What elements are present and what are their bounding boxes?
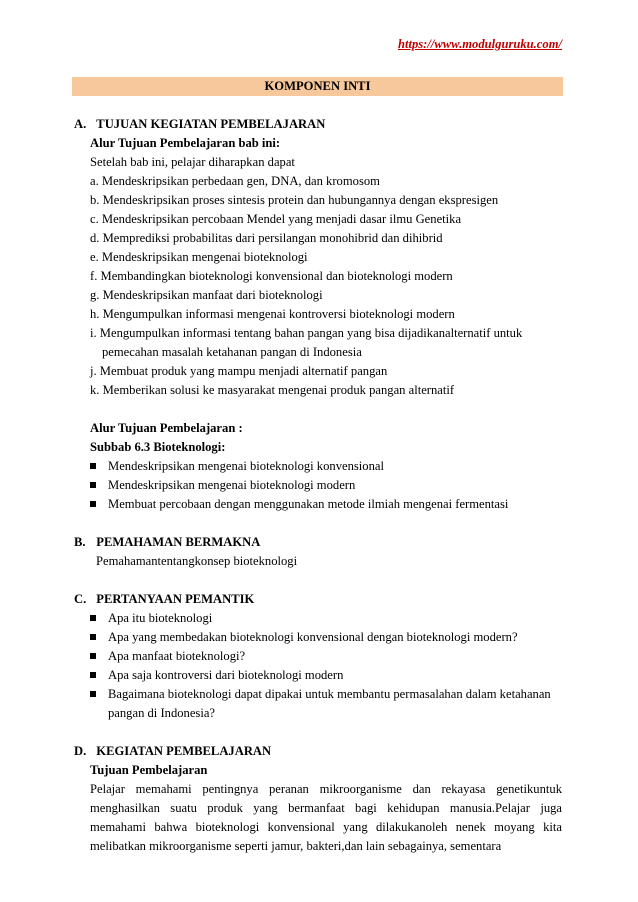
objective-item: h. Mengumpulkan informasi mengenai kontroversi bioteknologi modern [90,307,455,321]
objective-item: g. Mendeskripsikan manfaat dari bioteknologi [90,288,323,302]
objective-item: e. Mendeskripsikan mengenai bioteknologi [90,250,308,264]
section-b-text: Pemahamantentangkonsep bioteknologi [96,554,298,568]
bullet-square-icon [90,463,96,469]
question-bullet-item: Apa manfaat bioteknologi? [74,647,562,666]
section-a-title: TUJUAN KEGIATAN PEMBELAJARAN [96,117,326,131]
section-d-paragraph: Pelajar memahami pentingnya peranan mikroorganisme dan rekayasa genetikuntuk menghasilkan suatu produk yang bermanfaat bagi kehidupan manusia.Pelajar juga memahami bahwa bioteknologi konvensional yang dilakukanoleh nenek moyang kita melibatkan mikroorganisme seperti jamur, bakteri,dan lain sebagainya, sementara [90,782,562,853]
section-a-intro: Setelah bab ini, pelajar diharapkan dapat [90,155,295,169]
question-bullet-item: Apa yang membedakan bioteknologi konvensional dengan bioteknologi modern? [74,628,562,647]
source-url-link[interactable]: https://www.modulguruku.com/ [397,37,562,51]
bullet-square-icon [90,691,96,697]
section-d-letter: D. [74,744,87,758]
objective-item: c. Mendeskripsikan percobaan Mendel yang menjadi dasar ilmu Genetika [90,212,462,226]
objective-item: f. Membandingkan bioteknologi konvensional dan bioteknologi modern [90,269,453,283]
subbab-bullet-item: Membuat percobaan dengan menggunakan metode ilmiah mengenai fermentasi [74,495,562,514]
section-a-heading [74,115,562,134]
objective-item: b. Mendeskripsikan proses sintesis protein dan hubungannya dengan ekspresigen [90,193,499,207]
section-c-title: PERTANYAAN PEMANTIK [96,592,255,606]
section-d-heading [74,742,562,761]
section-b-letter: B. [74,535,86,549]
subbab-bullet-item: Mendeskripsikan mengenai bioteknologi konvensional [74,457,562,476]
question-bullet-item: Apa saja kontroversi dari bioteknologi modern [74,666,562,685]
objective-item: i. Mengumpulkan informasi tentang bahan pangan yang bisa dijadikanalternatif untuk pemecahan masalah ketahanan pangan di Indonesia [90,326,523,359]
bullet-square-icon [90,615,96,621]
subbab-heading: Subbab 6.3 Bioteknologi: [90,440,226,454]
section-a-subtitle-2: Alur Tujuan Pembelajaran : [90,421,243,435]
section-a-subtitle: Alur Tujuan Pembelajaran bab ini: [90,136,281,150]
section-d-title: KEGIATAN PEMBELAJARAN [96,744,272,758]
bullet-square-icon [90,501,96,507]
section-b-heading [74,533,562,552]
komponen-inti-banner: KOMPONEN INTI [72,77,563,96]
question-bullet-item: Apa itu bioteknologi [74,609,562,628]
subbab-bullet-item: Mendeskripsikan mengenai bioteknologi modern [74,476,562,495]
bullet-square-icon [90,634,96,640]
section-c-letter: C. [74,592,87,606]
question-bullet-item: Bagaimana bioteknologi dapat dipakai untuk membantu permasalahan dalam ketahanan pangan di Indonesia? [74,685,562,723]
objective-item: a. Mendeskripsikan perbedaan gen, DNA, dan kromosom [90,174,380,188]
section-a-letter: A. [74,117,87,131]
bullet-square-icon [90,653,96,659]
objective-item: d. Memprediksi probabilitas dari persilangan monohibrid dan dihibrid [90,231,443,245]
section-c-heading [74,590,562,609]
bullet-square-icon [90,672,96,678]
objective-item: k. Memberikan solusi ke masyarakat mengenai produk pangan alternatif [90,383,455,397]
section-b-title: PEMAHAMAN BERMAKNA [96,535,261,549]
bullet-square-icon [90,482,96,488]
section-d-subtitle: Tujuan Pembelajaran [90,763,208,777]
objective-item: j. Membuat produk yang mampu menjadi alternatif pangan [90,364,388,378]
document-body [74,115,562,856]
